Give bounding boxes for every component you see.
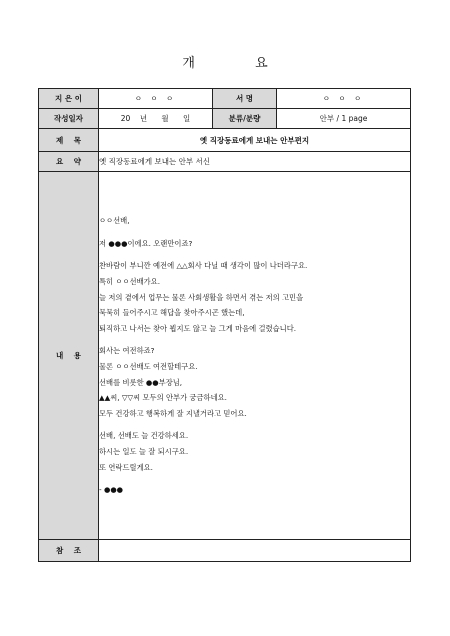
letter-line: 늘 저의 곁에서 업무는 물론 사회생활을 하면서 겪는 저의 고민을	[99, 292, 304, 302]
letter-line: 선배를 비롯한 ●●부장님,	[99, 377, 183, 387]
letter-line: 특히 ㅇㅇ선배가요.	[99, 277, 161, 287]
letter-line: 모두 건강하고 행복하게 잘 지낼거라고 믿어요.	[99, 408, 247, 418]
subject-label: 제 목	[39, 129, 99, 152]
category-label: 분류/분량	[213, 109, 277, 129]
document-title: 개 요	[182, 56, 296, 71]
reference-value	[99, 540, 411, 562]
author-label: 지 은 이	[39, 89, 99, 109]
date-label: 작성일자	[39, 109, 99, 129]
letter-line: 회사는 여전하죠?	[99, 346, 155, 356]
letter-line: 찬바람이 부니깐 예전에 △△회사 다닐 때 생각이 많이 나더라구요.	[99, 261, 308, 271]
letter-line: 하시는 일도 늘 잘 되시구요.	[99, 446, 189, 456]
letter-line: 또 연락드릴게요.	[99, 462, 153, 472]
author-value: ㅇ ㅇ ㅇ	[99, 89, 213, 109]
summary-value: 옛 직장동료에게 보내는 안부 서신	[99, 152, 411, 172]
letter-line: ▲▲씨, ▽▽씨 모두의 안부가 궁금하네요.	[99, 393, 227, 403]
summary-label: 요 약	[39, 152, 99, 172]
reference-label: 참 조	[39, 540, 99, 562]
letter-line: 선배, 선배도 늘 건강하세요.	[99, 431, 189, 441]
category-value: 안부 / 1 page	[277, 109, 411, 129]
letter-line: 묵묵히 들어주시고 해답을 찾아주시곤 했는데,	[99, 308, 245, 318]
letter-line: 물론 ㅇㅇ선배도 여전할테구요.	[99, 362, 198, 371]
overview-form	[38, 88, 411, 562]
letter-line: 저 ●●●이에요. 오랜만이죠?	[99, 238, 193, 248]
letter-greeting: ㅇㅇ선배,	[99, 216, 130, 226]
signature-value: ㅇ ㅇ ㅇ	[277, 89, 411, 109]
letter-line: 퇴직하고 나서는 찾아 뵙지도 않고 늘 그게 마음에 걸렸습니다.	[99, 323, 297, 333]
date-value: 20 년 월 일	[99, 109, 213, 129]
letter-body	[99, 172, 411, 540]
subject-value: 옛 직장동료에게 보내는 안부편지	[99, 129, 411, 152]
content-label: 내 용	[39, 172, 99, 540]
letter-signoff: - ●●●	[99, 485, 124, 495]
signature-label: 서 명	[213, 89, 277, 109]
